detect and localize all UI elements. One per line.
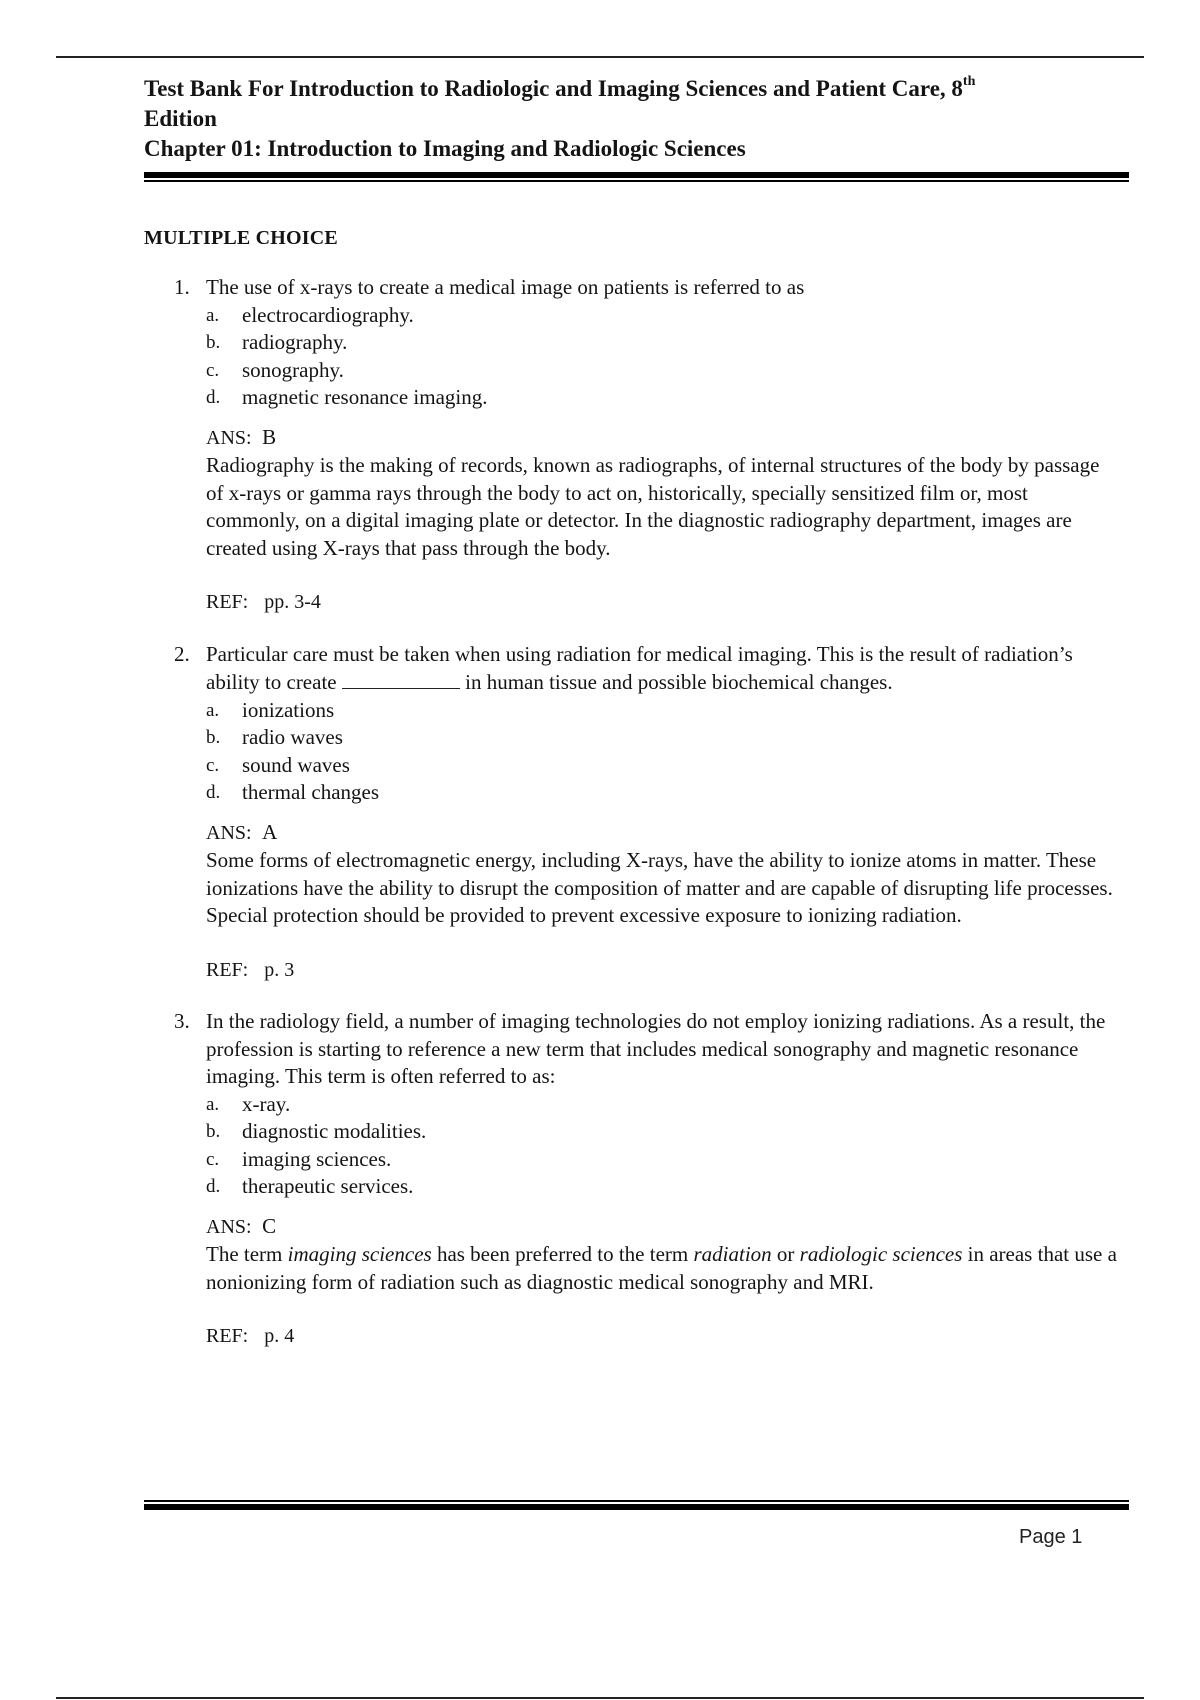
option-letter: b. xyxy=(206,332,221,353)
reference-label: REF: xyxy=(206,1325,249,1347)
option-letter: a. xyxy=(206,699,220,721)
option-item xyxy=(206,1091,1129,1119)
section-heading: MULTIPLE CHOICE xyxy=(144,227,338,249)
answer-explanation xyxy=(206,1241,1121,1296)
explanation-italic-term: radiation xyxy=(693,1242,772,1266)
option-item xyxy=(206,302,1129,330)
answer-explanation: Radiography is the making of records, known as radiographs, of internal structures of the body by passage of x-rays or gamma rays through the body to act on, historically, specially sensitized film or, most commonly, on a digital imaging plate or detector. In the diagnostic radiography department, images are created using X-rays that pass through the body. xyxy=(206,453,1100,560)
answer-line xyxy=(206,1213,1129,1242)
explanation-text: or xyxy=(771,1242,800,1266)
reference-value: pp. 3-4 xyxy=(264,591,321,613)
option-letter: c. xyxy=(206,1148,220,1170)
option-item xyxy=(206,357,1129,385)
question-text: The use of x-rays to create a medical image on patients is referred to as xyxy=(206,275,805,299)
option-letter: a. xyxy=(206,304,220,326)
option-text: sound waves xyxy=(242,752,350,777)
answer-line xyxy=(206,819,1129,848)
chapter-title: Chapter 01: Introduction to Imaging and Radiologic Sciences xyxy=(144,136,746,161)
option-text: radiography. xyxy=(242,330,348,354)
option-text: imaging sciences. xyxy=(242,1146,392,1171)
option-item xyxy=(206,384,1129,412)
answer-value: A xyxy=(262,819,278,844)
option-letter: d. xyxy=(206,782,221,803)
option-item xyxy=(206,329,1129,357)
option-list xyxy=(206,302,1129,412)
explanation-text: The term xyxy=(206,1242,288,1266)
option-item xyxy=(206,1146,1129,1174)
title-continuation: Edition xyxy=(144,106,217,131)
title-superscript: th xyxy=(962,74,976,90)
option-list xyxy=(206,1091,1129,1201)
option-text: sonography. xyxy=(242,357,344,382)
reference-label: REF: xyxy=(206,958,249,981)
option-letter: c. xyxy=(206,359,220,381)
answer-label: ANS: xyxy=(206,821,252,844)
explanation-italic-term: radiologic sciences xyxy=(799,1242,963,1266)
option-letter: d. xyxy=(206,1176,221,1197)
question-number: 2. xyxy=(174,641,190,666)
option-item xyxy=(206,724,1129,752)
answer-value: B xyxy=(262,424,277,449)
option-text: ionizations xyxy=(242,697,335,722)
answer-label: ANS: xyxy=(206,1215,252,1238)
option-text: thermal changes xyxy=(242,780,380,804)
reference-line xyxy=(206,1323,1129,1351)
reference-line xyxy=(206,957,1129,985)
question-number: 3. xyxy=(174,1009,190,1033)
option-list xyxy=(206,697,1129,807)
header-double-rule xyxy=(144,172,1129,182)
question-1 xyxy=(144,274,1129,617)
answer-label: ANS: xyxy=(206,426,252,449)
question-2 xyxy=(144,641,1129,985)
option-text: electrocardiography. xyxy=(242,302,414,327)
question-text xyxy=(206,641,1124,697)
option-text: radio waves xyxy=(242,725,343,749)
option-letter: b. xyxy=(206,727,221,748)
option-letter: d. xyxy=(206,387,221,408)
option-item xyxy=(206,779,1129,807)
answer-explanation: Some forms of electromagnetic energy, including X-rays, have the ability to ionize atoms in matter. These ionizations have the ability to disrupt the composition of matter and are capable of disrupting life processes. Special protection should be provided to prevent excessive exposure to ionizing radiation. xyxy=(206,848,1113,927)
reference-value: p. 4 xyxy=(264,1325,295,1347)
reference-value: p. 3 xyxy=(264,958,295,981)
title-main: Test Bank For Introduction to Radiologic and Imaging Sciences and Patient Care, 8 xyxy=(144,76,963,101)
option-letter: b. xyxy=(206,1121,221,1142)
question-3 xyxy=(144,1008,1129,1351)
option-text: x-ray. xyxy=(242,1091,291,1116)
fill-in-blank xyxy=(342,668,460,689)
option-text: diagnostic modalities. xyxy=(242,1119,427,1143)
explanation-italic-term: imaging sciences xyxy=(287,1242,432,1266)
document-title xyxy=(144,74,1129,164)
top-border-rule xyxy=(56,56,1144,58)
option-item xyxy=(206,1173,1129,1201)
answer-line xyxy=(206,424,1129,453)
option-letter: c. xyxy=(206,754,220,776)
explanation-text: in areas that use a nonionizing form of radiation such as diagnostic medical sonography and MRI. xyxy=(206,1242,1117,1294)
footer-double-rule xyxy=(144,1500,1129,1510)
answer-value: C xyxy=(262,1213,277,1238)
option-item xyxy=(206,752,1129,780)
option-text: therapeutic services. xyxy=(242,1174,414,1198)
reference-line xyxy=(206,589,1129,617)
explanation-text: has been preferred to the term xyxy=(431,1242,694,1266)
question-text: In the radiology field, a number of imaging technologies do not employ ionizing radiations. As a result, the profession is starting to reference a new term that includes medical sonography and magnetic resonance imaging. This term is often referred to as: xyxy=(206,1009,1106,1088)
question-number: 1. xyxy=(174,275,190,299)
reference-label: REF: xyxy=(206,591,249,613)
question-text-after-blank: in human tissue and possible biochemical changes. xyxy=(465,670,893,694)
question-text-before-blank: Particular care must be taken when using radiation for medical imaging. This is the result of radiation’s ability to create xyxy=(206,641,1073,694)
bottom-border-rule xyxy=(56,1697,1144,1699)
option-item xyxy=(206,697,1129,725)
option-text: magnetic resonance imaging. xyxy=(242,385,488,409)
page-number: Page 1 xyxy=(1019,1526,1083,1548)
option-letter: a. xyxy=(206,1093,220,1115)
option-item xyxy=(206,1118,1129,1146)
document-page xyxy=(144,74,1129,1351)
